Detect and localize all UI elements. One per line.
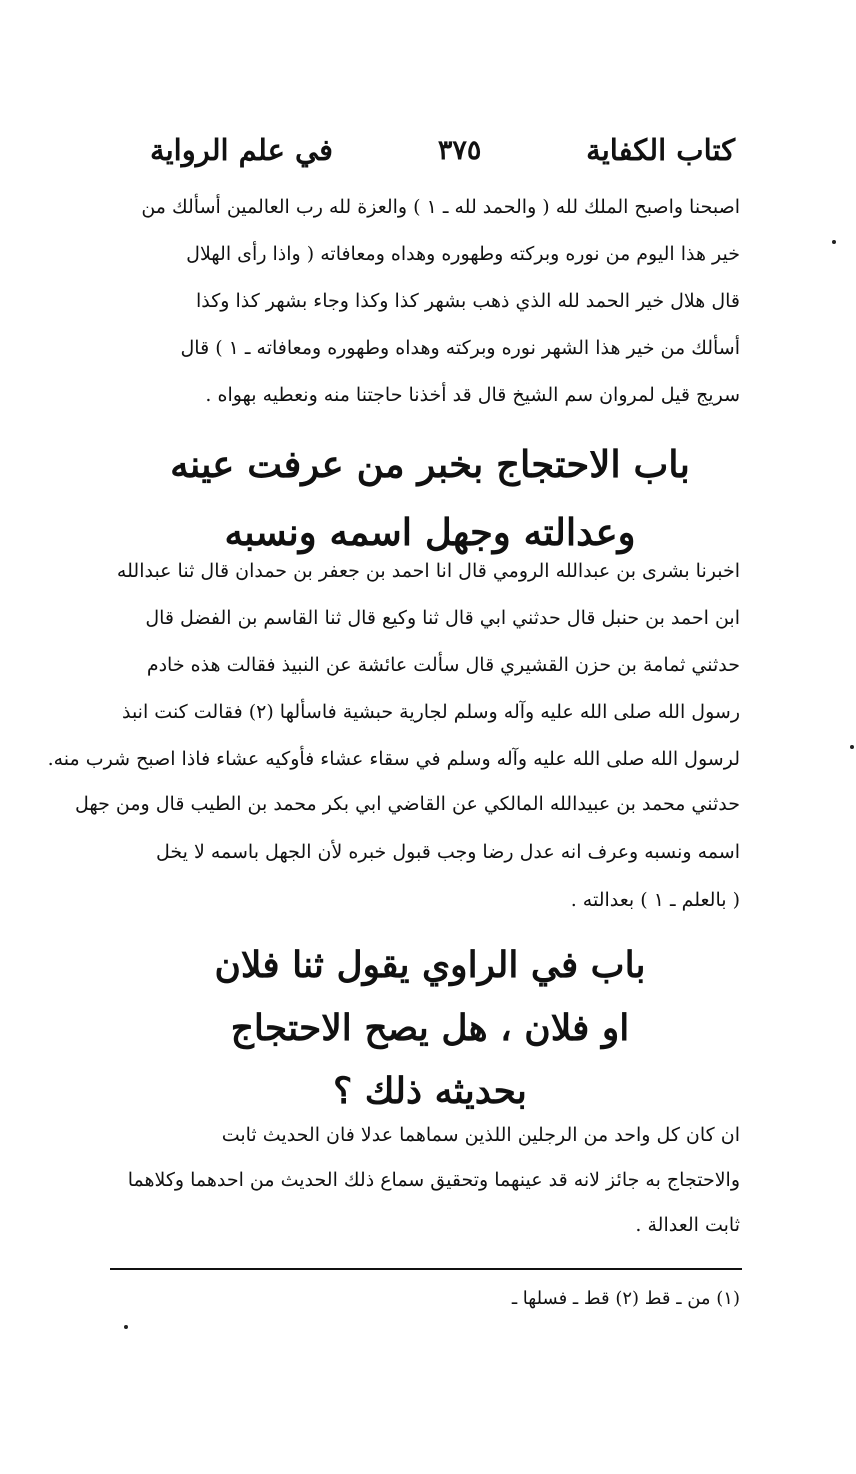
heading-line: باب في الراوي يقول ثنا فلان xyxy=(214,944,646,986)
text-line: ابن احمد بن حنبل قال حدثني ابي قال ثنا وكيع قال ثنا القاسم بن الفضل قال xyxy=(145,607,740,629)
paragraph-qadi-opinion xyxy=(74,793,740,937)
scan-speck xyxy=(850,745,854,749)
scan-speck xyxy=(832,240,836,244)
text-line: حدثني ثمامة بن حزن القشيري قال سألت عائشة عن النبيذ فقالت هذه خادم xyxy=(146,654,740,676)
text-line: سريج قيل لمروان سم الشيخ قال قد أخذنا حاجتنا منه ونعطيه بهواه . xyxy=(205,384,740,406)
chapter-heading-2 xyxy=(130,934,730,1123)
heading-line: بحديثه ذلك ؟ xyxy=(333,1070,527,1112)
scan-speck xyxy=(124,1325,128,1329)
text-line: رسول الله صلى الله عليه وآله وسلم لجارية حبشية فاسألها (٢) فقالت كنت انبذ xyxy=(121,701,740,723)
text-line: قال هلال خير الحمد لله الذي ذهب بشهر كذا وكذا وجاء بشهر كذا وكذا xyxy=(195,290,740,312)
footnote: (١) من ـ قط (٢) قط ـ فسلها ـ xyxy=(511,1288,740,1309)
text-line: ( بالعلم ـ ١ ) بعدالته . xyxy=(570,889,740,911)
text-line: ان كان كل واحد من الرجلين اللذين سماهما عدلا فان الحديث ثابت xyxy=(221,1124,740,1146)
running-title-left: في علم الرواية xyxy=(150,133,334,167)
text-line: حدثني محمد بن عبيدالله المالكي عن القاضي ابي بكر محمد بن الطيب قال ومن جهل xyxy=(74,793,740,815)
footnote-divider xyxy=(110,1268,742,1270)
heading-line: باب الاحتجاج بخبر من عرفت عينه xyxy=(170,442,690,486)
text-line: خير هذا اليوم من نوره وبركته وطهوره وهداه ومعافاته ( واذا رأى الهلال xyxy=(186,243,740,265)
text-line: لرسول الله صلى الله عليه وآله وسلم في سقاء عشاء فأوكيه عشاء فاذا اصبح شرب منه. xyxy=(47,748,740,770)
text-line: والاحتجاج به جائز لانه قد عينهما وتحقيق سماع ذلك الحديث من احدهما وكلاهما xyxy=(127,1169,740,1191)
chapter-heading-1 xyxy=(130,430,730,566)
text-line: اخبرنا بشرى بن عبدالله الرومي قال انا احمد بن جعفر بن حمدان قال ثنا عبدالله xyxy=(116,560,740,582)
heading-line: وعدالته وجهل اسمه ونسبه xyxy=(224,510,636,554)
page-number: ٣٧٥ xyxy=(437,134,482,166)
text-line: اسمه ونسبه وعرف انه عدل رضا وجب قبول خبره لأن الجهل باسمه لا يخل xyxy=(155,841,740,863)
text-line: ثابت العدالة . xyxy=(635,1214,740,1236)
text-line: أسألك من خير هذا الشهر نوره وبركته وهداه وطهوره ومعافاته ـ ١ ) قال xyxy=(180,337,740,359)
page-header xyxy=(150,128,735,172)
paragraph-hadith-narration xyxy=(47,560,740,795)
heading-line: او فلان ، هل يصح الاحتجاج xyxy=(230,1007,630,1049)
paragraph-two-narrators xyxy=(120,1124,740,1259)
paragraph-supplication xyxy=(120,196,740,431)
text-line: اصبحنا واصبح الملك لله ( والحمد لله ـ ١ ) والعزة لله رب العالمين أسألك من xyxy=(141,196,740,218)
running-title-right: كتاب الكفاية xyxy=(586,133,735,167)
